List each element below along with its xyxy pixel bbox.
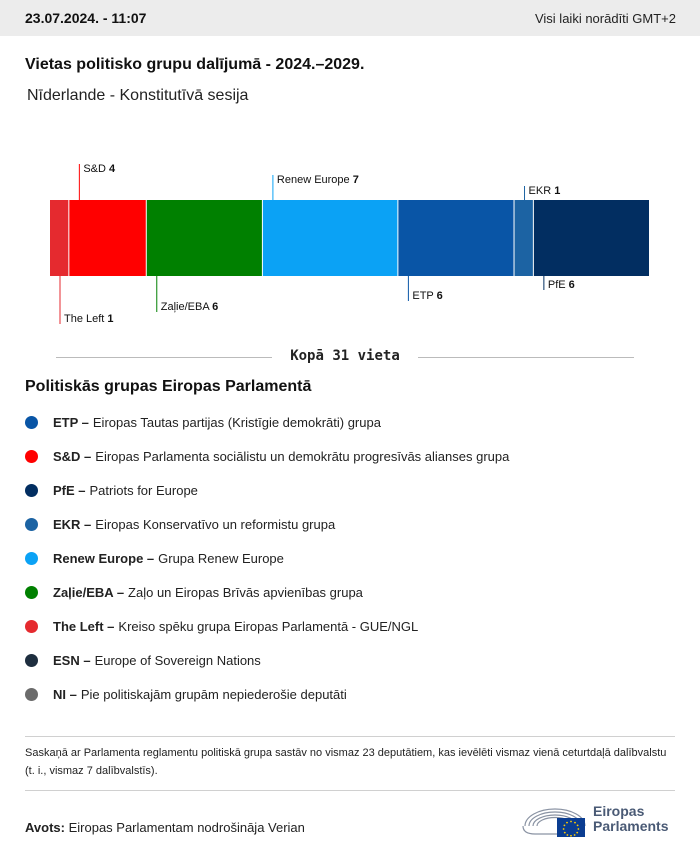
legend-name: Patriots for Europe [89, 482, 198, 498]
segment-label-value: 6 [568, 279, 575, 291]
segment-label-value: 1 [107, 313, 114, 325]
bar-segment [515, 200, 533, 276]
source-text: Eiropas Parlamentam nodrošināja Verian [68, 820, 305, 835]
legend-item [25, 473, 675, 507]
legend-item [25, 405, 675, 439]
segment-label-name: Renew Europe [276, 174, 353, 186]
legend-color-dot [25, 518, 38, 531]
total-seats [56, 346, 634, 368]
source [25, 820, 305, 835]
legend-abbr: The Left – [53, 618, 115, 634]
legend-abbr: PfE – [53, 482, 86, 498]
legend-item [25, 575, 675, 609]
footnote: Saskaņā ar Parlamenta reglamentu politiskā grupa sastāv no vismaz 23 deputātiem, kas ievēlēti vismaz vienā ceturtdaļā dalībvalstu (t. i., vismaz 7 dalībvalstīs). [25, 736, 675, 791]
segment-label-value: 6 [212, 301, 219, 313]
segment-label-name: ETP [412, 290, 437, 302]
legend-abbr: S&D – [53, 448, 92, 464]
logo-line2: Parlaments [593, 818, 669, 834]
legend-abbr: Zaļie/EBA – [53, 584, 125, 600]
segment-label-value: 1 [554, 185, 561, 197]
legend-abbr: Renew Europe – [53, 550, 155, 566]
legend-color-dot [25, 450, 38, 463]
legend-item [25, 507, 675, 541]
legend-name: Pie politiskajām grupām nepiederošie deputāti [80, 686, 347, 702]
legend-color-dot [25, 552, 38, 565]
legend-color-dot [25, 586, 38, 599]
legend-title: Politiskās grupas Eiropas Parlamentā [25, 378, 312, 395]
bar-segment [50, 200, 68, 276]
segment-label-value: 6 [436, 290, 443, 302]
bar-segment [147, 200, 262, 276]
hemicycle-flag-icon [521, 796, 589, 840]
segment-label-name: Zaļie/EBA [160, 301, 213, 313]
bar-segment [534, 200, 649, 276]
segment-label [64, 313, 114, 325]
total-divider-right [418, 357, 634, 358]
legend-abbr: EKR – [53, 516, 92, 532]
legend-item [25, 439, 675, 473]
page-title: Vietas politisko grupu dalījumā - 2024.–2029. [25, 56, 365, 73]
segment-label-name: The Left [64, 313, 108, 325]
legend-color-dot [25, 620, 38, 633]
legend-abbr: NI – [53, 686, 77, 702]
legend-color-dot [25, 654, 38, 667]
legend-name: Kreiso spēku grupa Eiropas Parlamentā - GUE/NGL [118, 618, 419, 634]
bar-segment [398, 200, 513, 276]
bar-segment [263, 200, 397, 276]
segment-label [412, 290, 442, 302]
legend-name: Grupa Renew Europe [158, 550, 284, 566]
segment-label [548, 279, 575, 291]
segment-label [83, 163, 116, 175]
legend-item [25, 541, 675, 575]
legend-name: Eiropas Tautas partijas (Kristīgie demokrāti) grupa [92, 414, 381, 430]
segment-label-name: S&D [83, 163, 110, 175]
segment-label-value: 7 [352, 174, 359, 186]
source-label: Avots: [25, 820, 65, 835]
legend-color-dot [25, 416, 38, 429]
segment-label [277, 174, 359, 186]
legend-name: Europe of Sovereign Nations [94, 652, 261, 668]
segment-label [161, 301, 218, 313]
legend-item [25, 609, 675, 643]
legend-abbr: ESN – [53, 652, 91, 668]
legend-item [25, 677, 675, 711]
bar-segment [69, 200, 145, 276]
legend-color-dot [25, 484, 38, 497]
legend-name: Zaļo un Eiropas Brīvās apvienības grupa [128, 584, 363, 600]
logo-line1: Eiropas [593, 803, 645, 819]
segment-label-name: EKR [528, 185, 555, 197]
seat-distribution-chart [0, 150, 700, 335]
segment-label-value: 4 [109, 163, 116, 175]
timestamp: 23.07.2024. - 11:07 [25, 10, 147, 26]
legend-name: Eiropas Konservatīvo un reformistu grupa [95, 516, 336, 532]
legend-abbr: ETP – [53, 414, 89, 430]
page-subtitle: Nīderlande - Konstitutīvā sesija [27, 87, 249, 104]
segment-label [529, 185, 561, 197]
european-parliament-logo [521, 796, 681, 840]
timezone-note: Visi laiki norādīti GMT+2 [534, 10, 676, 26]
segment-label-name: PfE [547, 279, 569, 291]
top-bar [0, 0, 700, 36]
legend-item [25, 643, 675, 677]
legend-list [25, 405, 675, 711]
legend-name: Eiropas Parlamenta sociālistu un demokrātu progresīvās alianses grupa [95, 448, 510, 464]
legend-color-dot [25, 688, 38, 701]
total-seats-label: Kopā 31 vieta [290, 348, 400, 364]
logo-text [593, 804, 668, 834]
